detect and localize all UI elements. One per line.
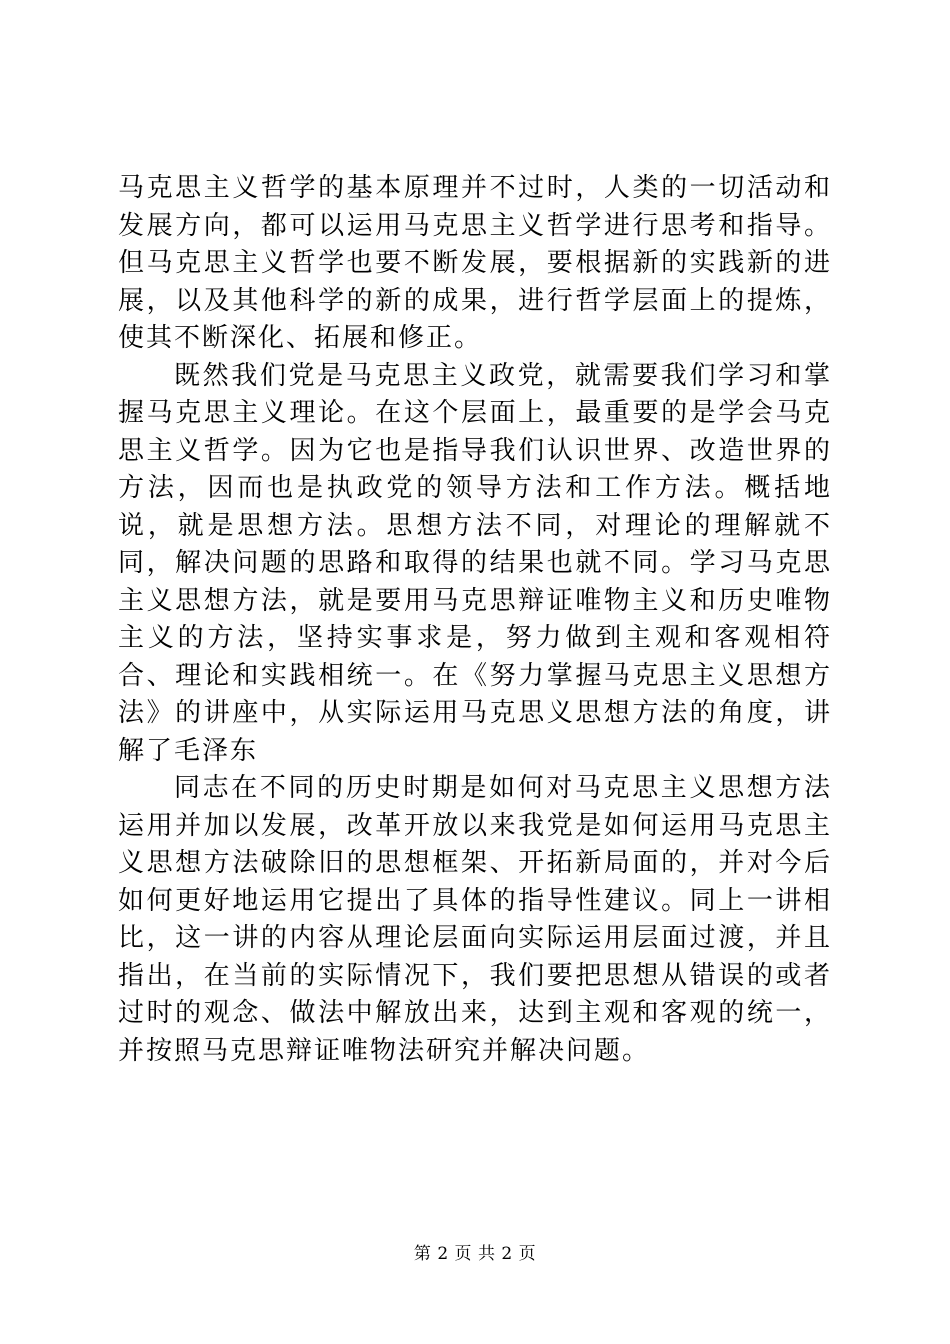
page-footer bbox=[0, 1242, 950, 1266]
document-body bbox=[118, 170, 832, 1070]
paragraph-1: 马克思主义哲学的基本原理并不过时，人类的一切活动和发展方向，都可以运用马克思主义哲学进行思考和指导。但马克思主义哲学也要不断发展，要根据新的实践新的进展，以及其他科学的新的成果，进行哲学层面上的提炼，使其不断深化、拓展和修正。 bbox=[118, 173, 832, 353]
page-number-label: 第 2 页 共 2 页 bbox=[413, 1244, 537, 1264]
paragraph-3: 同志在不同的历史时期是如何对马克思主义思想方法运用并加以发展，改革开放以来我党是如何运用马克思主义思想方法破除旧的思想框架、开拓新局面的，并对今后如何更好地运用它提出了具体的指导性建议。同上一讲相比，这一讲的内容从理论层面向实际运用层面过渡，并且指出，在当前的实际情况下，我们要把思想从错误的或者过时的观念、做法中解放出来，达到主观和客观的统一，并按照马克思辩证唯物法研究并解决问题。 bbox=[118, 773, 832, 1066]
paragraph-2: 既然我们党是马克思主义政党，就需要我们学习和掌握马克思主义理论。在这个层面上，最重要的是学会马克思主义哲学。因为它也是指导我们认识世界、改造世界的方法，因而也是执政党的领导方法和工作方法。概括地说，就是思想方法。思想方法不同，对理论的理解就不同，解决问题的思路和取得的结果也就不同。学习马克思主义思想方法，就是要用马克思辩证唯物主义和历史唯物主义的方法，坚持实事求是，努力做到主观和客观相符合、理论和实践相统一。在《努力掌握马克思主义思想方法》的讲座中，从实际运用马克思义思想方法的角度，讲解了毛泽东 bbox=[118, 360, 832, 766]
